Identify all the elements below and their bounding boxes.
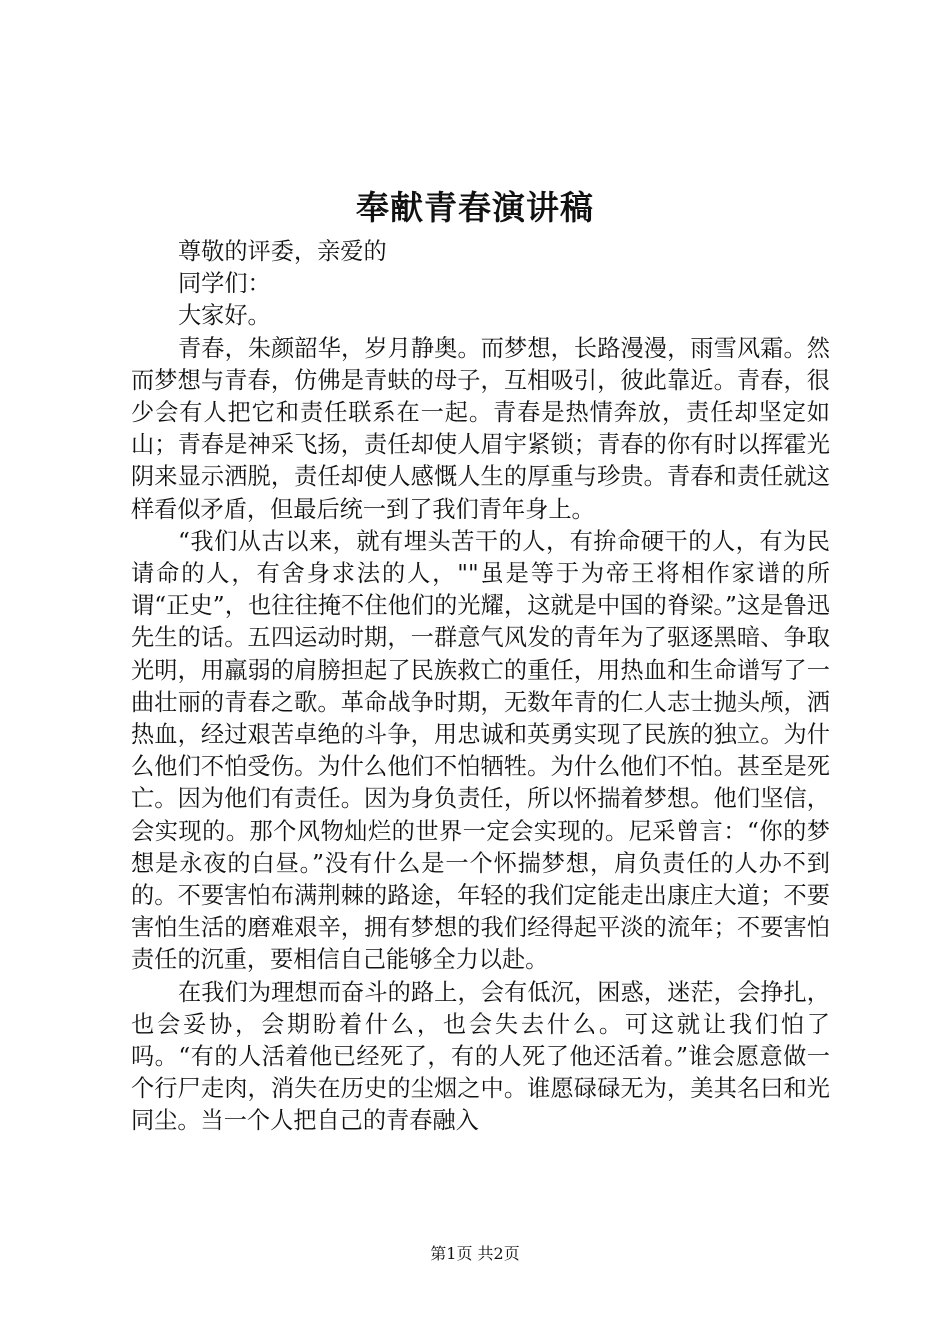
salutation-line: 尊敬的评委，亲爱的 (178, 238, 387, 265)
greeting-line: 大家好。 (178, 302, 271, 330)
body-paragraph: 在我们为理想而奋斗的路上，会有低沉，困惑，迷茫，会挣扎，也会妥协，会期盼着什么，也会失去什么。可这就让我们怕了吗。“有的人活着他已经死了，有的人死了他还活着。”谁会愿意做一个行尸走肉，消失在历史的尘烟之中。谁愿碌碌无为，美其名曰和光同尘。当一个人把自己的青春融入 (131, 978, 830, 1135)
document-body (131, 236, 830, 1138)
body-paragraph: “我们从古以来，就有埋头苦干的人，有拚命硬干的人，有为民请命的人，有舍身求法的人，""虽是等于为帝王将相作家谱的所谓“正史”，也往往掩不住他们的光耀，这就是中国的脊梁。”这是鲁迅先生的话。五四运动时期，一群意气风发的青年为了驱逐黑暗、争取光明，用羸弱的肩膀担起了民族救亡的重任，用热血和生命谱写了一曲壮丽的青春之歌。革命战争时期，无数年青的仁人志士抛头颅，洒热血，经过艰苦卓绝的斗争，用忠诚和英勇实现了民族的独立。为什么他们不怕受伤。为什么他们不怕牺牲。为什么他们不怕。甚至是死亡。因为他们有责任。因为身负责任，所以怀揣着梦想。他们坚信，会实现的。那个风物灿烂的世界一定会实现的。尼采曾言：“你的梦想是永夜的白昼。”没有什么是一个怀揣梦想，肩负责任的人办不到的。不要害怕布满荆棘的路途，年轻的我们定能走出康庄大道；不要害怕生活的磨难艰辛，拥有梦想的我们经得起平淡的流年；不要害怕责任的沉重，要相信自己能够全力以赴。 (131, 527, 830, 974)
document-title: 奉献青春演讲稿 (356, 188, 594, 227)
body-paragraph: 青春，朱颜韶华，岁月静奥。而梦想，长路漫漫，雨雪风霜。然而梦想与青春，仿佛是青蚨的母子，互相吸引，彼此靠近。青春，很少会有人把它和责任联系在一起。青春是热情奔放，责任却坚定如山；青春是神采飞扬，责任却使人眉宇紧锁；青春的你有时以挥霍光阴来显示洒脱，责任却使人感慨人生的厚重与珍贵。青春和责任就这样看似矛盾，但最后统一到了我们青年身上。 (131, 334, 830, 523)
page-footer: 第1页 共2页 (430, 1244, 520, 1263)
salutation-line: 同学们： (178, 270, 271, 298)
